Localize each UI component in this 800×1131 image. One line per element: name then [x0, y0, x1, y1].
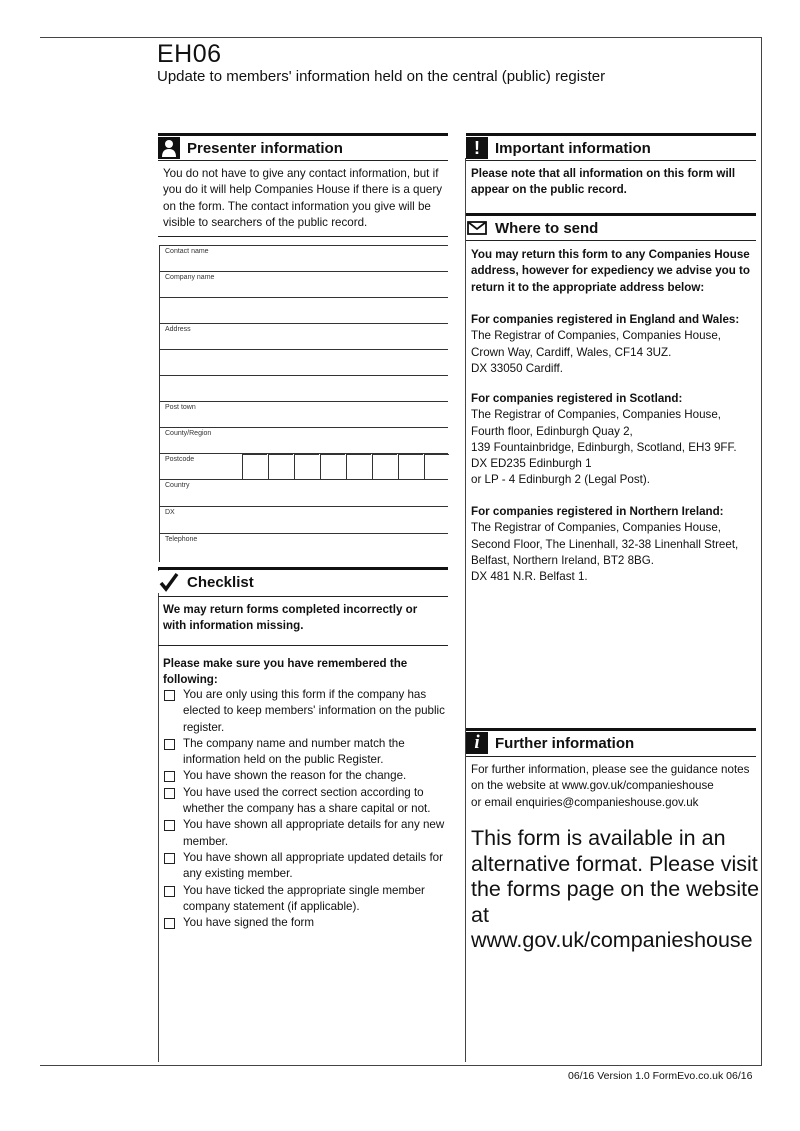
postcode-box[interactable]: [320, 454, 345, 479]
postcode-field[interactable]: [159, 453, 448, 480]
checklist-item[interactable]: You have shown all appropriate updated details for any existing member.: [163, 850, 453, 883]
country-field[interactable]: [159, 479, 448, 506]
presenter-divider-2: [158, 236, 448, 237]
address-line: Belfast, Northern Ireland, BT2 8BG.: [471, 553, 655, 567]
presenter-intro: You do not have to give any contact information, but if you do it will help Companies House if there is a query on the form. The contact information you give will be visible to searchers of the public record.: [163, 167, 443, 229]
checkbox[interactable]: [164, 918, 175, 929]
postcode-box[interactable]: [242, 454, 267, 479]
presenter-section-header: [158, 133, 448, 160]
footer-version: 06/16 Version 1.0 FormEvo.co.uk 06/16: [568, 1070, 753, 1082]
post-town-label: Post town: [165, 404, 196, 411]
checklist-item[interactable]: The company name and number match the information held on the public Register.: [163, 736, 453, 769]
address-line: or LP - 4 Edinburgh 2 (Legal Post).: [471, 473, 650, 487]
further-info-header: [466, 728, 756, 755]
address-line: DX 481 N.R. Belfast 1.: [471, 570, 588, 584]
where-to-send-intro: You may return this form to any Companies House address, however for expediency we advise you to return it to the appropriate address below:: [471, 248, 750, 294]
checkbox[interactable]: [164, 739, 175, 750]
address-field-3[interactable]: [159, 375, 448, 402]
presenter-title: Presenter information: [187, 139, 343, 157]
scotland-heading: For companies registered in Scotland:: [471, 392, 683, 405]
form-code: EH06: [157, 40, 222, 68]
address-line: DX ED235 Edinburgh 1: [471, 457, 592, 471]
company-name-field-2[interactable]: [159, 297, 448, 324]
address-label: Address: [165, 326, 191, 333]
exclamation-icon: !: [466, 137, 488, 159]
postcode-box[interactable]: [294, 454, 319, 479]
checklist-item[interactable]: You have signed the form: [163, 915, 453, 931]
bottom-rule: [40, 1065, 762, 1066]
presenter-divider: [158, 160, 448, 161]
important-title: Important information: [495, 139, 651, 157]
checkbox[interactable]: [164, 820, 175, 831]
address-field-2[interactable]: [159, 349, 448, 376]
tick-icon: [158, 571, 180, 593]
postcode-box[interactable]: [398, 454, 423, 479]
important-section-header: [466, 133, 756, 160]
england-heading: For companies registered in England and Wales:: [471, 313, 740, 326]
where-to-send-title: Where to send: [495, 219, 599, 237]
checkbox[interactable]: [164, 886, 175, 897]
alternative-format-notice: This form is available in an alternative format. Please visit the forms page on the website at www.gov.uk/companieshouse: [471, 826, 760, 952]
post-town-field[interactable]: [159, 401, 448, 428]
further-info-text: [471, 762, 761, 811]
address-line: 139 Fountainbridge, Edinburgh, Scotland, EH3 9FF.: [471, 440, 737, 454]
checkbox[interactable]: [164, 853, 175, 864]
address-line: The Registrar of Companies, Companies House,: [471, 408, 722, 422]
checklist-item[interactable]: You have shown all appropriate details for any new member.: [163, 817, 453, 850]
address-field[interactable]: [159, 323, 448, 350]
checklist-divider: [158, 596, 448, 597]
postcode-box[interactable]: [372, 454, 397, 479]
further-info-line: on the website at www.gov.uk/companieshouse: [471, 779, 714, 793]
county-field[interactable]: [159, 427, 448, 454]
checklist-items: [163, 687, 453, 931]
important-text: Please note that all information on this form will appear on the public record.: [471, 167, 736, 197]
company-name-label: Company name: [165, 274, 215, 281]
address-line: Fourth floor, Edinburgh Quay 2,: [471, 424, 633, 438]
important-divider: [466, 160, 756, 161]
further-info-title: Further information: [495, 734, 635, 752]
checkbox[interactable]: [164, 690, 175, 701]
left-column-rule: [158, 570, 159, 1062]
contact-name-field[interactable]: [159, 245, 448, 272]
info-icon: i: [466, 732, 488, 754]
company-name-field[interactable]: [159, 271, 448, 298]
ni-address: [471, 504, 761, 585]
checklist-warning: We may return forms completed incorrectly or with information missing.: [163, 603, 418, 633]
postcode-box[interactable]: [268, 454, 293, 479]
telephone-field[interactable]: [159, 533, 448, 562]
right-column-rule: [465, 158, 466, 1062]
right-rule: [761, 37, 762, 1065]
checklist-divider-2: [158, 645, 448, 646]
person-icon: [158, 137, 180, 159]
address-line: The Registrar of Companies, Companies House,: [471, 329, 722, 343]
where-to-send-header: [466, 213, 756, 240]
address-line: Second Floor, The Linenhall, 32-38 Linenhall Street,: [471, 537, 739, 551]
postcode-box[interactable]: [424, 454, 449, 479]
checklist-item[interactable]: You are only using this form if the company has elected to keep members' information on the public register.: [163, 687, 453, 736]
further-info-divider: [466, 756, 756, 757]
further-info-line: or email enquiries@companieshouse.gov.uk: [471, 795, 699, 809]
address-line: The Registrar of Companies, Companies House,: [471, 521, 722, 535]
further-info-line: For further information, please see the guidance notes: [471, 763, 750, 776]
checklist-item[interactable]: You have shown the reason for the change.: [163, 768, 453, 784]
postcode-label: Postcode: [165, 456, 195, 463]
postcode-box[interactable]: [346, 454, 371, 479]
county-label: County/Region: [165, 430, 212, 437]
checklist-item[interactable]: You have used the correct section according to whether the company has a share capital or not.: [163, 785, 453, 818]
form-subtitle: Update to members' information held on the central (public) register: [157, 68, 606, 85]
checklist-title: Checklist: [187, 573, 254, 591]
telephone-label: Telephone: [165, 536, 198, 543]
country-label: Country: [165, 482, 190, 489]
checklist-intro: Please make sure you have remembered the following:: [163, 657, 408, 687]
contact-name-label: Contact name: [165, 248, 209, 255]
ni-heading: For companies registered in Northern Ireland:: [471, 505, 724, 518]
dx-field[interactable]: [159, 506, 448, 533]
where-to-send-divider: [466, 240, 756, 241]
england-address: [471, 312, 761, 377]
checklist-item[interactable]: You have ticked the appropriate single member company statement (if applicable).: [163, 883, 453, 916]
checkbox[interactable]: [164, 771, 175, 782]
top-rule: [40, 37, 762, 38]
dx-label: DX: [165, 509, 175, 516]
envelope-icon: [466, 217, 488, 239]
address-line: Crown Way, Cardiff, Wales, CF14 3UZ.: [471, 345, 672, 359]
address-line: DX 33050 Cardiff.: [471, 361, 563, 375]
checkbox[interactable]: [164, 788, 175, 799]
scotland-address: [471, 391, 761, 489]
checklist-section-header: [158, 567, 448, 594]
